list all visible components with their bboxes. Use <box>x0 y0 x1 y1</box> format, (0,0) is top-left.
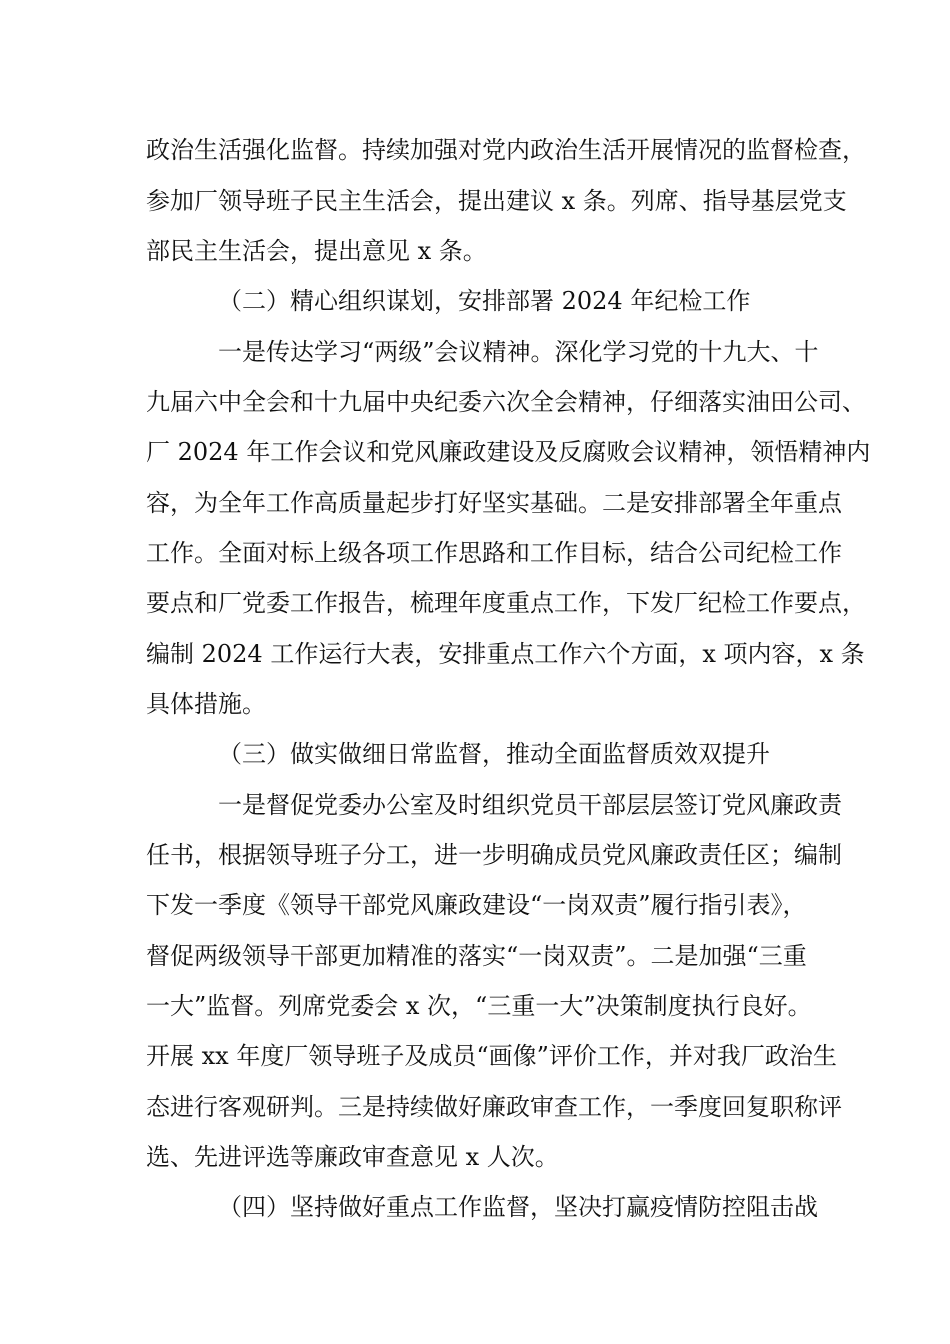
section-heading-3: （三）做实做细日常监督，推动全面监督质效双提升 <box>218 740 770 768</box>
paragraph-line: 一是督促党委办公室及时组织党员干部层层签订党风廉政责 <box>218 791 842 819</box>
paragraph-line: 督促两级领导干部更加精准的落实“一岗双责”。二是加强“三重 <box>146 942 807 970</box>
paragraph-line: 部民主生活会，提出意见 x 条。 <box>146 237 487 265</box>
section-heading-2: （二）精心组织谋划，安排部署 2024 年纪检工作 <box>218 287 751 315</box>
paragraph-line: 具体措施。 <box>146 690 266 718</box>
paragraph-line: 编制 2024 工作运行大表，安排重点工作六个方面，x 项内容，x 条 <box>146 640 865 668</box>
paragraph-line: 一大”监督。列席党委会 x 次，“三重一大”决策制度执行良好。 <box>146 992 812 1020</box>
paragraph-line: 任书，根据领导班子分工，进一步明确成员党风廉政责任区；编制 <box>146 841 842 869</box>
paragraph-line: 开展 xx 年度厂领导班子及成员“画像”评价工作，并对我厂政治生 <box>146 1042 837 1070</box>
paragraph-line: 容，为全年工作高质量起步打好坚实基础。二是安排部署全年重点 <box>146 489 842 517</box>
paragraph-line: 选、先进评选等廉政审查意见 x 人次。 <box>146 1143 559 1171</box>
paragraph-line: 工作。全面对标上级各项工作思路和工作目标，结合公司纪检工作 <box>146 539 842 567</box>
paragraph-line: 九届六中全会和十九届中央纪委六次全会精神，仔细落实油田公司、 <box>146 388 866 416</box>
section-heading-4: （四）坚持做好重点工作监督，坚决打赢疫情防控阻击战 <box>218 1193 818 1221</box>
paragraph-line: 一是传达学习“两级”会议精神。深化学习党的十九大、十 <box>218 338 819 366</box>
paragraph-line: 参加厂领导班子民主生活会，提出建议 x 条。列席、指导基层党支 <box>146 187 847 215</box>
paragraph-line: 政治生活强化监督。持续加强对党内政治生活开展情况的监督检查， <box>146 136 866 164</box>
paragraph-line: 要点和厂党委工作报告，梳理年度重点工作，下发厂纪检工作要点， <box>146 589 866 617</box>
paragraph-line: 态进行客观研判。三是持续做好廉政审查工作，一季度回复职称评 <box>146 1093 842 1121</box>
paragraph-line: 下发一季度《领导干部党风廉政建设“一岗双责”履行指引表》， <box>146 891 807 919</box>
paragraph-line: 厂 2024 年工作会议和党风廉政建设及反腐败会议精神，领悟精神内 <box>146 438 871 466</box>
